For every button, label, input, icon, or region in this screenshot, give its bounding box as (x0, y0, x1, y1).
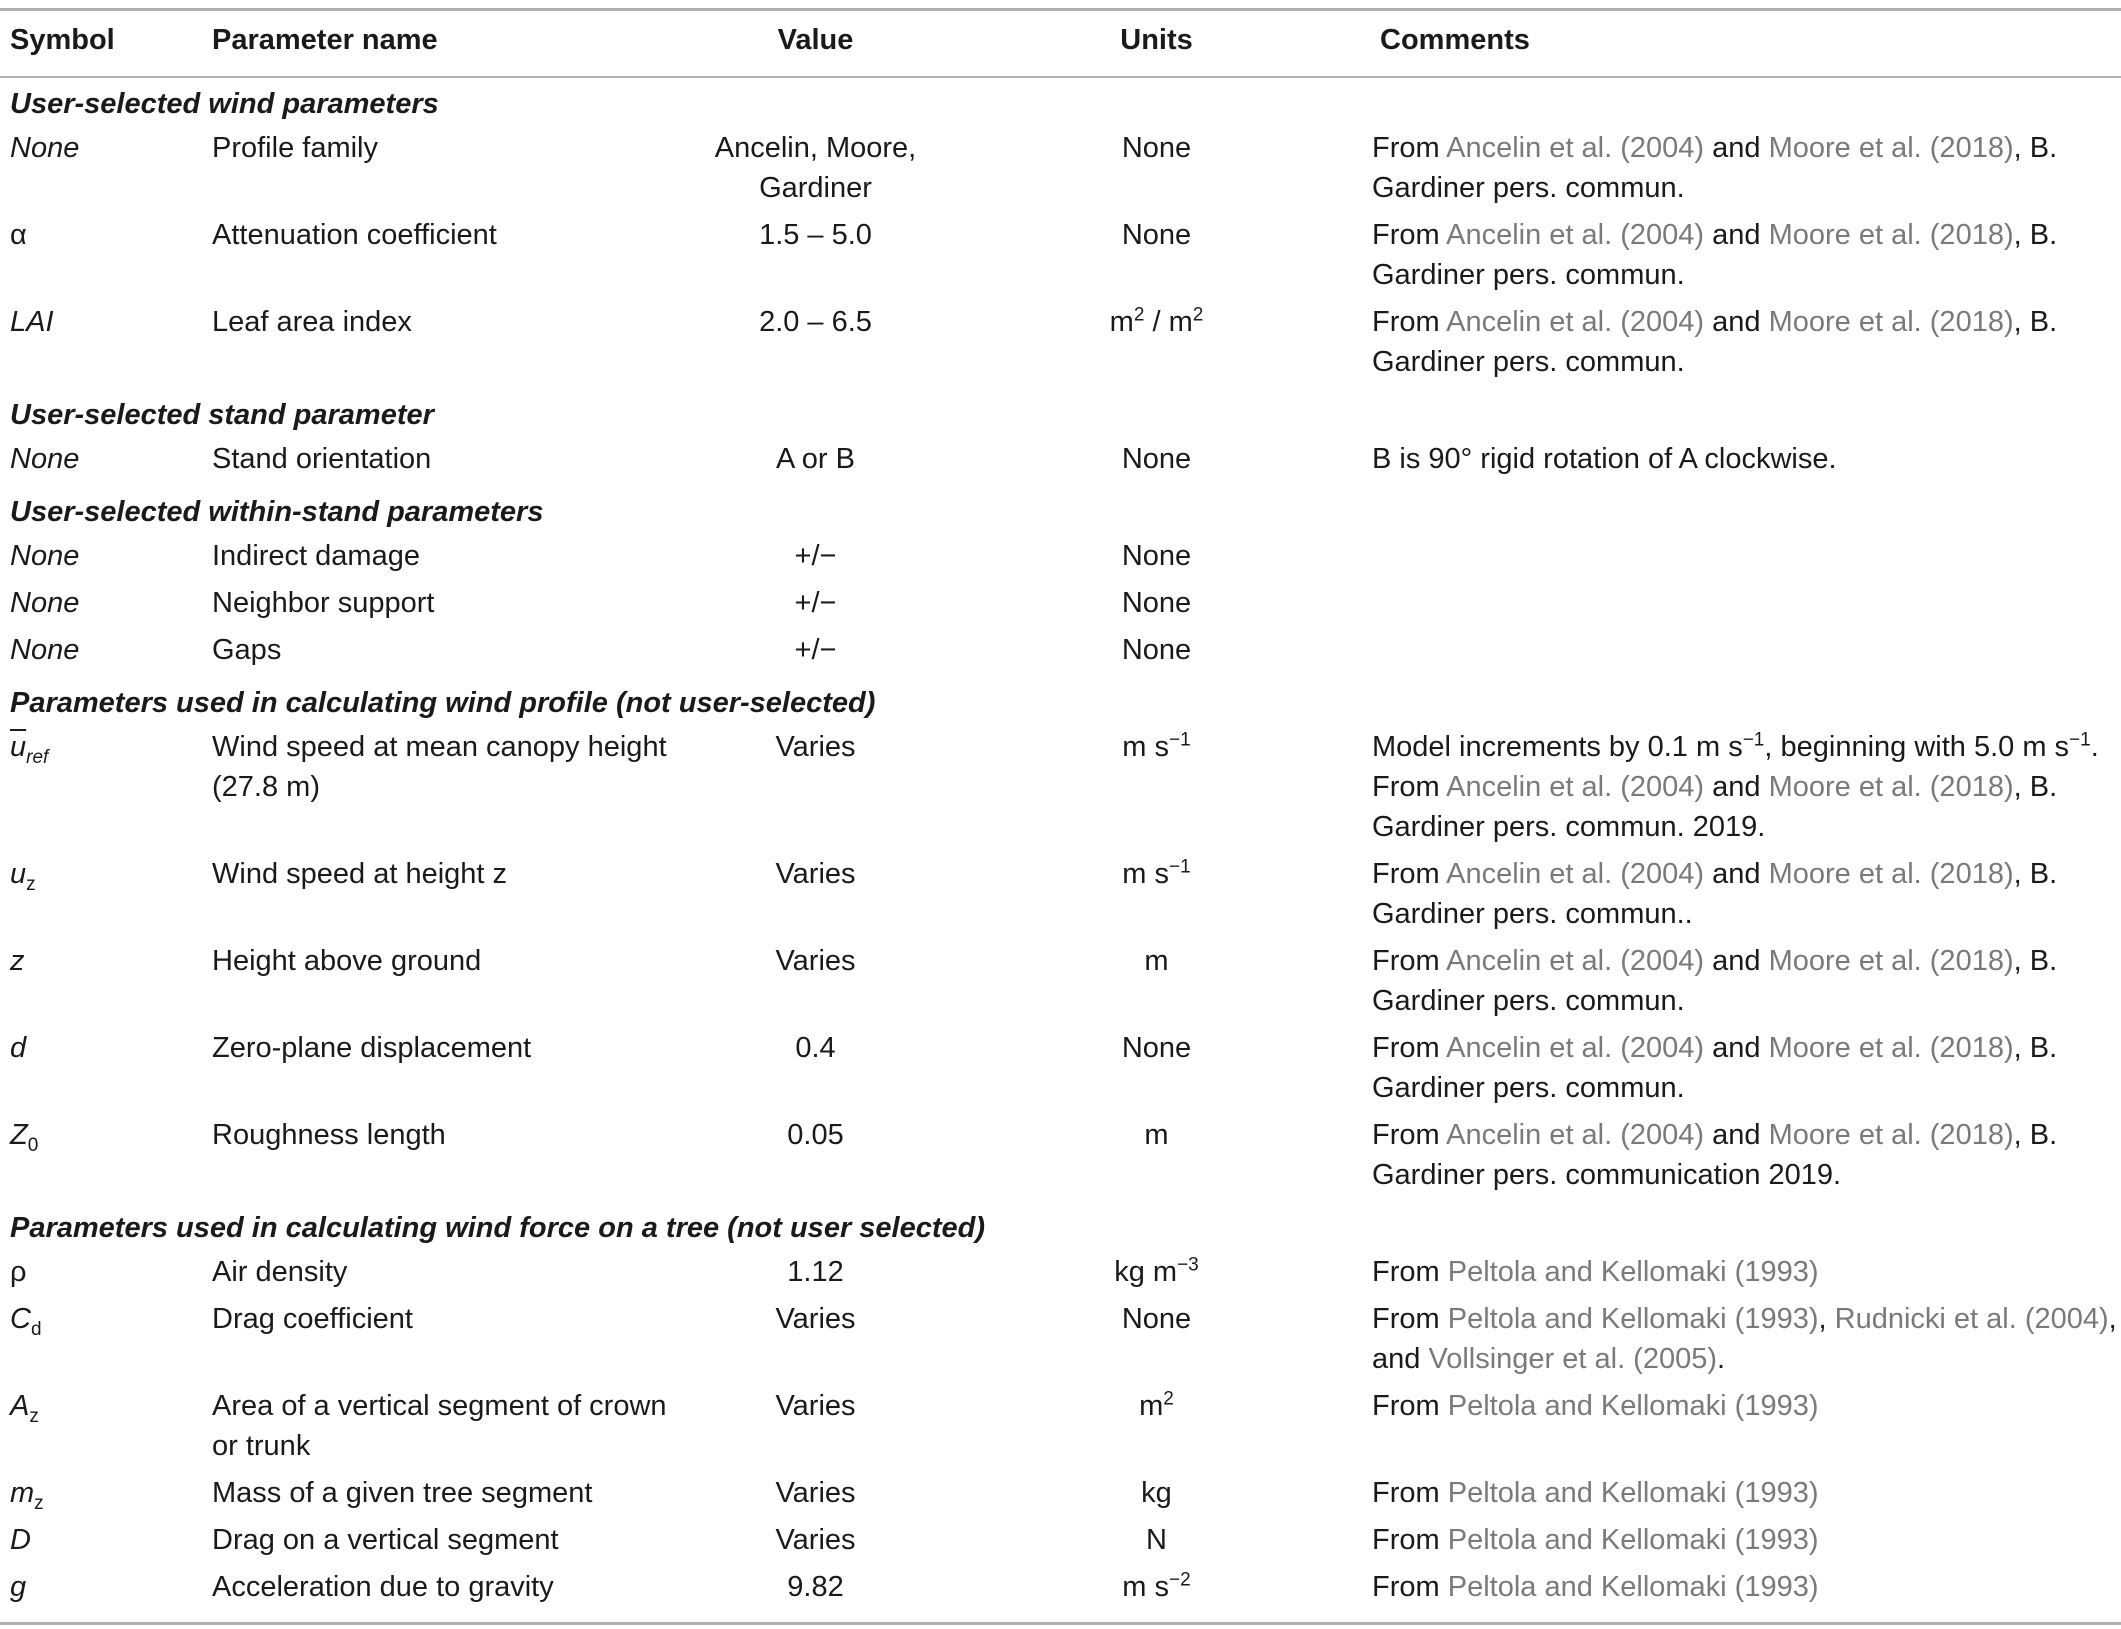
citation-link[interactable]: Ancelin et al. (2004) (1446, 945, 1705, 977)
unit-text: kg m (1114, 1256, 1178, 1288)
units-cell: None (1121, 443, 1192, 475)
value-cell: Varies (775, 858, 856, 890)
value-cell: Varies (775, 1477, 856, 1509)
citation-link[interactable]: Ancelin et al. (2004) (1446, 1032, 1705, 1064)
symbol-subscript: z (26, 873, 36, 895)
value-cell: +/− (794, 634, 837, 666)
table-row (0, 1386, 2121, 1473)
unit-exponent: −2 (1169, 1569, 1191, 1591)
unit-text: m (1139, 1390, 1164, 1422)
symbol-text: C (10, 1303, 31, 1335)
units-cell: None (1121, 587, 1192, 619)
value-cell: Varies (775, 731, 856, 763)
units-cell: None (1121, 219, 1192, 251)
header-symbol: Symbol (10, 24, 115, 56)
name-cell: Wind speed at mean canopy height (27.8 m) (212, 731, 667, 803)
comment-text: and (1712, 858, 1761, 890)
value-cell: Varies (775, 1524, 856, 1556)
units-cell: None (1121, 540, 1192, 572)
symbol-text: m (10, 1477, 35, 1509)
units-cell: kg (1141, 1477, 1172, 1509)
comment-text: From (1372, 132, 1440, 164)
comment-text: From (1372, 1571, 1440, 1603)
comment-text: , B. Gardiner pers. commun. 2019. (1372, 771, 2058, 843)
unit-text: / m (1144, 306, 1193, 338)
value-cell: Ancelin, Moore, Gardiner (714, 132, 917, 204)
value-cell: Varies (775, 1303, 856, 1335)
units-cell: m (1144, 945, 1169, 977)
header-units: Units (1120, 24, 1193, 56)
symbol-text: u (10, 858, 27, 890)
header-row (0, 14, 2121, 78)
comment-text: . (1717, 1343, 1726, 1375)
comment-text: and (1712, 1032, 1761, 1064)
citation-link[interactable]: Moore et al. (2018) (1768, 132, 2014, 164)
section-row (0, 1202, 2121, 1252)
citation-link[interactable]: Ancelin et al. (2004) (1446, 1119, 1705, 1151)
name-cell: Attenuation coefficient (212, 219, 497, 251)
comment-text: From (1372, 1303, 1440, 1335)
header-value: Value (777, 24, 854, 56)
comment-text: From (1372, 219, 1440, 251)
citation-link[interactable]: Ancelin et al. (2004) (1446, 771, 1705, 803)
section-row (0, 389, 2121, 439)
units-cell: None (1121, 132, 1192, 164)
table-row (0, 128, 2121, 215)
units-cell (943, 1567, 1370, 1614)
name-cell: Acceleration due to gravity (212, 1571, 554, 1603)
comment-text: Model increments by 0.1 m s (1372, 731, 1743, 763)
name-cell: Area of a vertical segment of crown or trunk (212, 1390, 667, 1462)
comment-text: From (1372, 1256, 1440, 1288)
symbol-subscript: z (29, 1405, 39, 1427)
units-cell (943, 1252, 1370, 1299)
symbol-cell: LAI (10, 306, 54, 338)
name-cell: Leaf area index (212, 306, 412, 338)
comment-cell (1370, 128, 2121, 215)
symbol-cell (0, 1473, 202, 1520)
comment-text: From (1372, 1119, 1440, 1151)
symbol-cell: z (10, 945, 25, 977)
comment-text: , (1818, 1303, 1827, 1335)
symbol-subscript: d (30, 1318, 42, 1340)
symbol-cell: None (10, 443, 80, 475)
name-cell: Gaps (212, 634, 282, 666)
parameter-table (0, 14, 2121, 1614)
citation-link[interactable]: Ancelin et al. (2004) (1446, 858, 1705, 890)
units-cell: None (1121, 634, 1192, 666)
comment-cell (1370, 1115, 2121, 1202)
citation-link[interactable]: Vollsinger et al. (2005) (1428, 1343, 1718, 1375)
citation-link[interactable]: Moore et al. (2018) (1768, 1032, 2014, 1064)
units-cell (943, 1386, 1370, 1473)
comment-cell (1370, 941, 2121, 1028)
comment-text: , B. Gardiner pers. communication 2019. (1372, 1119, 2058, 1191)
units-cell: None (1121, 1303, 1192, 1335)
comment-text: , B. Gardiner pers. commun. (1372, 132, 2058, 204)
table-row (0, 941, 2121, 1028)
symbol-cell (0, 1299, 202, 1386)
comment-text: , and (1372, 1303, 2117, 1375)
citation-link[interactable]: Ancelin et al. (2004) (1446, 219, 1705, 251)
comment-text: and (1712, 945, 1761, 977)
name-cell: Mass of a given tree segment (212, 1477, 593, 1509)
comment-text: and (1712, 1119, 1761, 1151)
value-cell: 1.12 (787, 1256, 844, 1288)
symbol-cell (0, 1386, 202, 1473)
comment-text: From (1372, 771, 1440, 803)
section-row (0, 78, 2121, 128)
unit-exponent: −1 (2069, 729, 2091, 751)
comment-text: , B. Gardiner pers. commun. (1372, 1032, 2058, 1104)
comment-text: From (1372, 858, 1440, 890)
name-cell: Stand orientation (212, 443, 432, 475)
value-cell: 0.05 (787, 1119, 844, 1151)
name-cell: Profile family (212, 132, 378, 164)
table-row (0, 1567, 2121, 1614)
name-cell: Drag coefficient (212, 1303, 413, 1335)
citation-link[interactable]: Peltola and Kellomaki (1993) (1447, 1571, 1819, 1603)
unit-exponent: −1 (1742, 729, 1765, 751)
section-title-wind: User-selected wind parameters (10, 88, 439, 120)
header-parameter-name: Parameter name (212, 24, 438, 56)
comment-text: , beginning with 5.0 m s (1764, 731, 2070, 763)
top-rule (0, 8, 2121, 11)
comment-text: From (1372, 306, 1440, 338)
symbol-cell: None (10, 540, 80, 572)
units-cell: N (1146, 1524, 1167, 1556)
units-cell (943, 727, 1370, 854)
symbol-cell: d (10, 1032, 27, 1064)
table-row (0, 302, 2121, 389)
symbol-cell: α (10, 219, 27, 251)
comment-cell (1370, 1473, 2121, 1520)
name-cell: Neighbor support (212, 587, 435, 619)
table-row (0, 215, 2121, 302)
table-row (0, 1299, 2121, 1386)
unit-exponent: −3 (1177, 1254, 1199, 1276)
unit-text: m (1109, 306, 1134, 338)
value-cell: 1.5 – 5.0 (759, 219, 872, 251)
name-cell: Air density (212, 1256, 348, 1288)
comment-cell (1370, 1567, 2121, 1614)
value-cell: Varies (775, 945, 856, 977)
citation-link[interactable]: Peltola and Kellomaki (1993) (1447, 1477, 1819, 1509)
table-row (0, 1028, 2121, 1115)
comment-cell (1370, 536, 2121, 583)
comment-cell (1370, 302, 2121, 389)
comment-text: , B. Gardiner pers. commun. (1372, 306, 2058, 378)
section-title-force: Parameters used in calculating wind force on a tree (not user selected) (10, 1212, 986, 1244)
symbol-cell (0, 727, 202, 854)
symbol-text: $\overline{u}$ (10, 731, 27, 763)
comment-cell (1370, 1252, 2121, 1299)
symbol-subscript: z (34, 1492, 44, 1514)
value-cell: A or B (776, 443, 855, 475)
symbol-cell: g (10, 1571, 27, 1603)
table-row (0, 536, 2121, 583)
units-cell: None (1121, 1032, 1192, 1064)
table-row (0, 439, 2121, 486)
section-row (0, 486, 2121, 536)
citation-link[interactable]: Moore et al. (2018) (1768, 771, 2014, 803)
value-cell: 9.82 (787, 1571, 844, 1603)
citation-link[interactable]: Ancelin et al. (2004) (1446, 306, 1705, 338)
symbol-subscript: ref (26, 746, 49, 768)
comment-text: , B. Gardiner pers. commun.. (1372, 858, 2058, 930)
value-cell: 2.0 – 6.5 (759, 306, 872, 338)
citation-link[interactable]: Peltola and Kellomaki (1993) (1447, 1524, 1819, 1556)
symbol-cell: None (10, 587, 80, 619)
comment-text: and (1712, 771, 1761, 803)
value-cell: +/− (794, 587, 837, 619)
table-row (0, 727, 2121, 854)
comment-cell (1370, 583, 2121, 630)
unit-text: m s (1122, 1571, 1170, 1603)
unit-exponent: −1 (1169, 729, 1191, 751)
table-row (0, 1252, 2121, 1299)
value-cell: +/− (794, 540, 837, 572)
unit-exponent: −1 (1169, 856, 1191, 878)
comment-text: From (1372, 1032, 1440, 1064)
units-cell: m (1144, 1119, 1169, 1151)
symbol-cell (0, 1115, 202, 1202)
comment-text: From (1372, 1524, 1440, 1556)
section-title-within: User-selected within-stand parameters (10, 496, 544, 528)
name-cell: Roughness length (212, 1119, 446, 1151)
unit-exponent: 2 (1192, 304, 1204, 326)
comment-cell: B is 90° rigid rotation of A clockwise. (1372, 443, 1837, 475)
table-row (0, 1520, 2121, 1567)
unit-text: m s (1122, 731, 1170, 763)
table-row (0, 1115, 2121, 1202)
section-title-profile: Parameters used in calculating wind profile (not user-selected) (10, 687, 876, 719)
name-cell: Wind speed at height z (212, 858, 508, 890)
section-title-stand: User-selected stand parameter (10, 399, 434, 431)
symbol-cell (0, 854, 202, 941)
comment-cell (1370, 727, 2121, 854)
comment-cell (1370, 215, 2121, 302)
citation-link[interactable]: Peltola and Kellomaki (1993) (1447, 1256, 1819, 1288)
table-row (0, 583, 2121, 630)
citation-link[interactable]: Rudnicki et al. (2004) (1834, 1303, 2109, 1335)
citation-link[interactable]: Moore et al. (2018) (1768, 858, 2014, 890)
comment-cell (1370, 1386, 2121, 1473)
citation-link[interactable]: Moore et al. (2018) (1768, 219, 2014, 251)
comment-text: and (1712, 132, 1761, 164)
symbol-cell: None (10, 132, 80, 164)
comment-text: and (1712, 219, 1761, 251)
comment-text: , B. Gardiner pers. commun. (1372, 945, 2058, 1017)
citation-link[interactable]: Moore et al. (2018) (1768, 306, 2014, 338)
value-cell: 0.4 (795, 1032, 836, 1064)
symbol-subscript: 0 (27, 1134, 39, 1156)
comment-text: From (1372, 1390, 1440, 1422)
comment-cell (1370, 1299, 2121, 1386)
bottom-rule (0, 1622, 2121, 1625)
table-row (0, 1473, 2121, 1520)
header-comments: Comments (1380, 24, 1530, 56)
symbol-text: Z (10, 1119, 28, 1151)
units-cell (943, 854, 1370, 941)
citation-link[interactable]: Peltola and Kellomaki (1993) (1447, 1390, 1819, 1422)
comment-cell (1370, 630, 2121, 677)
name-cell: Drag on a vertical segment (212, 1524, 559, 1556)
symbol-cell: ρ (10, 1256, 27, 1288)
symbol-cell: None (10, 634, 80, 666)
comment-cell (1370, 1520, 2121, 1567)
value-cell: Varies (775, 1390, 856, 1422)
unit-text: m s (1122, 858, 1170, 890)
citation-link[interactable]: Moore et al. (2018) (1768, 1119, 2014, 1151)
symbol-text: A (10, 1390, 30, 1422)
comment-cell (1370, 854, 2121, 941)
name-cell: Indirect damage (212, 540, 420, 572)
unit-exponent: 2 (1163, 1388, 1174, 1410)
comment-text: From (1372, 945, 1440, 977)
comment-text: From (1372, 1477, 1440, 1509)
comment-text: , B. Gardiner pers. commun. (1372, 219, 2058, 291)
comment-text: . (2090, 731, 2099, 763)
citation-link[interactable]: Ancelin et al. (2004) (1446, 132, 1705, 164)
units-cell (943, 302, 1370, 389)
name-cell: Height above ground (212, 945, 482, 977)
table-row (0, 630, 2121, 677)
table-row (0, 854, 2121, 941)
comment-text: and (1712, 306, 1761, 338)
symbol-cell: D (10, 1524, 31, 1556)
unit-exponent: 2 (1133, 304, 1145, 326)
citation-link[interactable]: Moore et al. (2018) (1768, 945, 2014, 977)
citation-link[interactable]: Peltola and Kellomaki (1993) (1447, 1303, 1819, 1335)
name-cell: Zero-plane displacement (212, 1032, 532, 1064)
comment-cell (1370, 1028, 2121, 1115)
section-row (0, 677, 2121, 727)
